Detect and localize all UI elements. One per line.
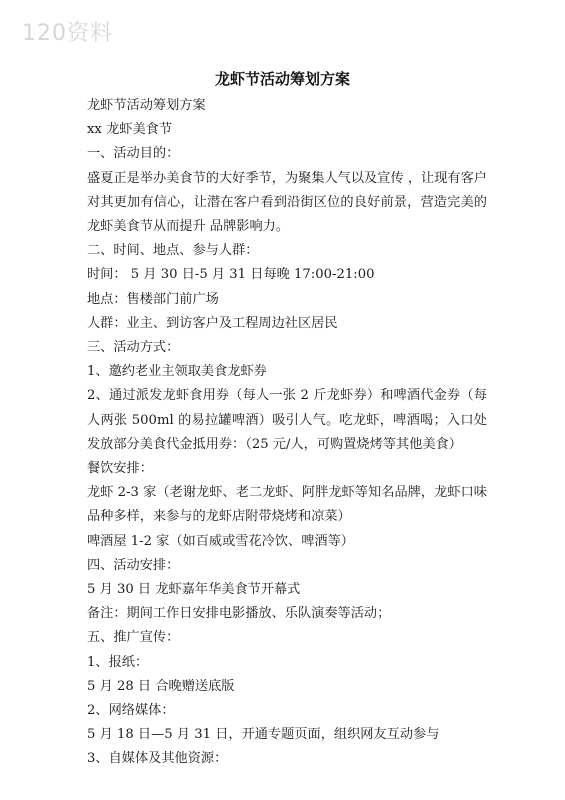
section-heading-method: 三、活动方式： bbox=[87, 340, 180, 356]
method-item-1: 1、邀约老业主领取美食龙虾券 bbox=[87, 364, 267, 380]
section-heading-promotion: 五、推广宣传： bbox=[87, 630, 180, 646]
schedule-opening: 5 月 30 日 龙虾嘉年华美食节开幕式 bbox=[87, 582, 301, 598]
promotion-online: 2、网络媒体： bbox=[87, 703, 175, 719]
promotion-online-detail: 5 月 18 日—5 月 31 日，开通专题页面，组织网友互动参与 bbox=[87, 727, 440, 743]
time-line: 时间： 5 月 30 日-5 月 31 日每晚 17:00-21:00 bbox=[87, 267, 375, 283]
schedule-note: 备注：期间工作日安排电影播放、乐队演奏等活动； bbox=[87, 606, 391, 622]
purpose-paragraph: 盛夏正是举办美食节的大好季节，为聚集人气以及宣传 ，让现有客户对其更加有信心，让潜在客户看到沿街区位的良好前景，营造完美的龙虾美食节从而提升 品牌影响力。 bbox=[87, 170, 487, 235]
document-body bbox=[87, 94, 487, 772]
method-item-2: 2、通过派发龙虾食用券（每人一张 2 斤龙虾券）和啤酒代金券（每人两张 500ml 的易拉罐啤酒）吸引人气。吃龙虾，啤酒喝；入口处发放部分美食代金抵用券：（25 元/人，可购置烧烤等其他美食） bbox=[87, 388, 487, 452]
heading-subtitle: 龙虾节活动筹划方案 bbox=[87, 98, 206, 113]
promotion-newspaper-detail: 5 月 28 日 合晚赠送底版 bbox=[87, 678, 235, 694]
document-title: 龙虾节活动筹划方案 bbox=[214, 70, 350, 88]
catering-heading: 餐饮安排： bbox=[87, 461, 153, 477]
promotion-newspaper: 1、报纸： bbox=[87, 654, 149, 670]
watermark: 120资料 bbox=[22, 21, 113, 46]
place-line: 地点：售楼部门前广场 bbox=[87, 291, 219, 307]
event-name: xx 龙虾美食节 bbox=[87, 122, 173, 138]
catering-beer: 啤酒屋 1-2 家（如百威或雪花冷饮、啤酒等） bbox=[87, 533, 354, 549]
section-heading-purpose: 一、活动目的： bbox=[87, 146, 180, 162]
promotion-self-media: 3、自媒体及其他资源： bbox=[87, 751, 228, 767]
audience-line: 人群：业主、到访客户及工程周边社区居民 bbox=[87, 315, 338, 331]
section-heading-schedule: 四、活动安排： bbox=[87, 557, 180, 573]
catering-crayfish: 龙虾 2-3 家（老谢龙虾、老二龙虾、阿胖龙虾等知名品牌，龙虾口味品种多样，来参与的龙虾店附带烧烤和凉菜） bbox=[87, 485, 487, 525]
section-heading-time-place: 二、时间、地点、参与人群： bbox=[87, 243, 259, 259]
